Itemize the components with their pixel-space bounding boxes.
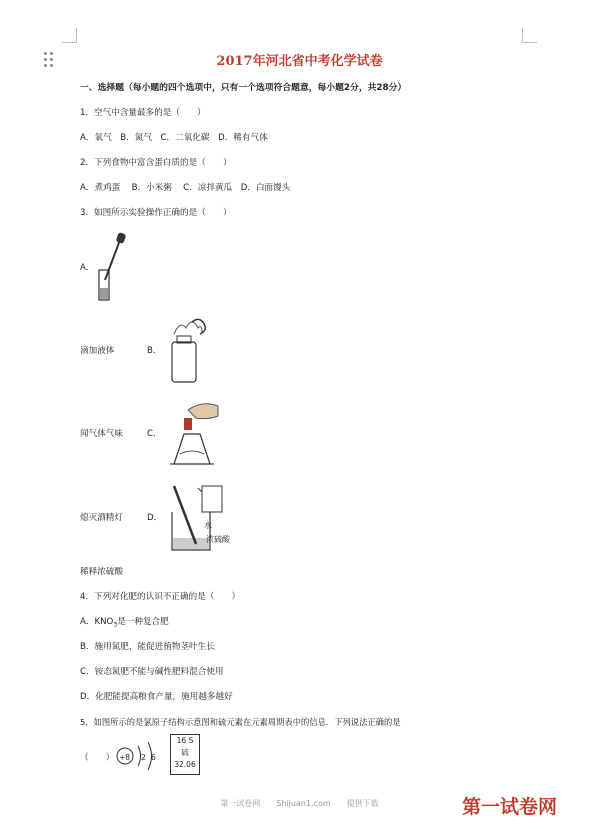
question-4-option-c: C．铵态氮肥不能与碱性肥料混合使用 [80, 667, 224, 677]
q3-option-c-caption: 熄灭酒精灯 [80, 513, 123, 523]
option-a-prefix: A．KNO [80, 617, 114, 627]
q3-option-a-caption: 滴加液体 [80, 346, 115, 356]
question-4-option-d: D．化肥能提高粮食产量，施用越多越好 [80, 692, 233, 702]
document-title: 2017年河北省中考化学试卷 [216, 54, 383, 69]
question-2-stem: 2．下列食物中富含蛋白质的是（ ） [80, 158, 232, 168]
question-1-options: A．氧气 B．氮气 C．二氧化碳 D．稀有气体 [80, 133, 268, 143]
q3-option-b-caption: 闻气体气味 [80, 429, 123, 439]
brand-watermark: 第一试卷网 [462, 796, 558, 818]
question-4-option-a [80, 616, 169, 632]
cell-atomic-number: 16 [176, 736, 187, 745]
question-4-option-b: B．施用氮肥，能促进植物茎叶生长 [80, 642, 215, 652]
question-1-stem: 1．空气中含量最多的是（ ） [80, 108, 206, 118]
dropper-tube-figure [96, 230, 132, 302]
cell-atomic-mass: 32.06 [174, 760, 196, 769]
cell-symbol: S [188, 736, 194, 745]
cell-element-name: 硫 [181, 748, 189, 757]
question-4-stem: 4．下列对化肥的认识不正确的是（ ） [80, 592, 241, 602]
alcohol-lamp-figure [164, 398, 224, 470]
option-a-suffix: 是一种复合肥 [117, 617, 169, 627]
atom-nucleus-label: +8 [119, 753, 131, 762]
smell-gas-figure [164, 312, 214, 387]
fig-water-label: 水 [204, 521, 212, 530]
q3-option-b-label: B． [147, 346, 162, 356]
fig-acid-label: 浓硫酸 [206, 535, 230, 544]
question-3-stem: 3．如图所示实验操作正确的是（ ） [80, 208, 232, 218]
atom-shell-2-count: 6 [151, 753, 156, 762]
q3-option-a-label: A． [80, 263, 95, 273]
atom-shell-1-count: 2 [141, 753, 146, 762]
question-5-stem: 5．如图所示的是氯原子结构示意图和硫元素在元素周期表中的信息．下列说法正确的是 [80, 717, 401, 727]
section-heading: 一、选择题（每小题的四个选项中，只有一个选项符合题意，每小题2分，共28分） [80, 83, 407, 93]
question-2-options: A．煮鸡蛋 B．小米粥 C．凉拌黄瓜 D．白面馒头 [80, 183, 291, 193]
page-corner-mark-right [522, 28, 537, 43]
question-5-blank: （ ） [80, 753, 115, 763]
page-footer: 第一试卷网 Shijuan1.com 提供下载 [220, 799, 379, 808]
q3-option-d-caption: 稀释浓硫酸 [80, 567, 123, 577]
periodic-table-cell [170, 734, 200, 775]
q3-option-c-label: C． [147, 429, 162, 439]
q3-option-d-label: D． [147, 513, 163, 523]
page-corner-mark-left [62, 28, 77, 43]
option-a-subscript: 3 [113, 621, 118, 629]
